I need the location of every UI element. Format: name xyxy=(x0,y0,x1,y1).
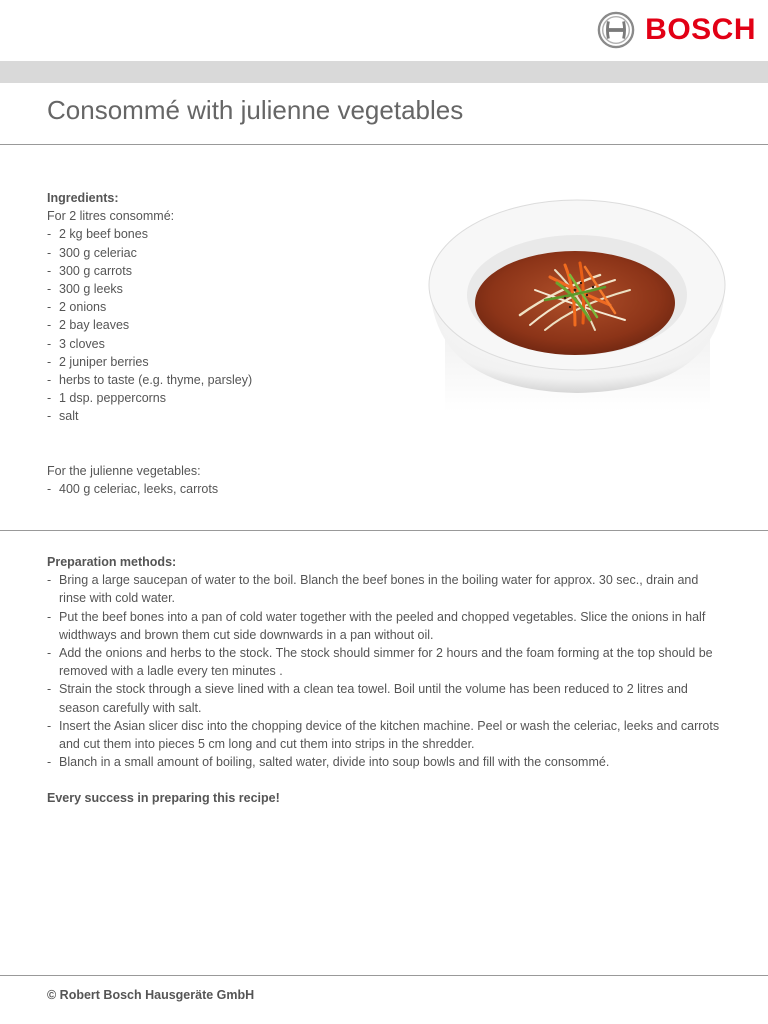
list-item: - 2 bay leaves xyxy=(47,316,407,334)
list-item: - Bring a large saucepan of water to the boil. Blanch the beef bones in the boiling water for approx. 30 sec., drain and rinse with cold water. xyxy=(47,571,727,607)
list-item: - 300 g celeriac xyxy=(47,244,407,262)
list-item: - Insert the Asian slicer disc into the chopping device of the kitchen machine. Peel or wash the celeriac, leeks and carrots and cut them into pieces 5 cm long and cut them into strips in the shredder. xyxy=(47,717,727,753)
ingredients-heading: Ingredients: xyxy=(47,191,119,205)
ingredients-list xyxy=(47,225,407,425)
header-band xyxy=(0,61,768,83)
list-item: - herbs to taste (e.g. thyme, parsley) xyxy=(47,371,407,389)
page-title: Consommé with julienne vegetables xyxy=(47,95,464,125)
divider xyxy=(0,975,768,976)
list-item: - 2 kg beef bones xyxy=(47,225,407,243)
closing-line: Every success in preparing this recipe! xyxy=(47,791,280,806)
list-item: - 400 g celeriac, leeks, carrots xyxy=(47,480,407,498)
list-item: - Put the beef bones into a pan of cold water together with the peeled and chopped vegetables. Slice the onions in half widthways and brown them cut side downwards in a pan without oil. xyxy=(47,608,727,644)
list-item: - Add the onions and herbs to the stock. The stock should simmer for 2 hours and the foam forming at the top should be removed with a ladle every ten minutes . xyxy=(47,644,727,680)
julienne-section xyxy=(47,462,407,498)
header xyxy=(0,0,768,60)
ingredients-section xyxy=(47,189,407,426)
preparation-heading: Preparation methods: xyxy=(47,555,177,569)
list-item: - 300 g carrots xyxy=(47,262,407,280)
ingredients-intro: For 2 litres consommé: xyxy=(47,209,175,224)
list-item: - 2 onions xyxy=(47,298,407,316)
list-item: - Blanch in a small amount of boiling, salted water, divide into soup bowls and fill with the consommé. xyxy=(47,753,727,771)
list-item: - 2 juniper berries xyxy=(47,353,407,371)
julienne-intro: For the julienne vegetables: xyxy=(47,464,201,478)
list-item: - salt xyxy=(47,407,407,425)
copyright: © Robert Bosch Hausgeräte GmbH xyxy=(47,988,255,1002)
list-item: - 300 g leeks xyxy=(47,280,407,298)
divider xyxy=(0,144,768,145)
list-item: - 3 cloves xyxy=(47,335,407,353)
brand-name: BOSCH xyxy=(645,13,756,46)
divider xyxy=(0,530,768,531)
bosch-logo xyxy=(597,10,756,50)
preparation-section xyxy=(47,553,727,808)
preparation-steps xyxy=(47,571,727,771)
julienne-list xyxy=(47,480,407,498)
consomme-photo xyxy=(425,195,730,415)
bosch-armature-icon xyxy=(597,11,635,49)
list-item: - 1 dsp. peppercorns xyxy=(47,389,407,407)
list-item: - Strain the stock through a sieve lined with a clean tea towel. Boil until the volume has been reduced to 2 litres and season carefully with salt. xyxy=(47,680,727,716)
